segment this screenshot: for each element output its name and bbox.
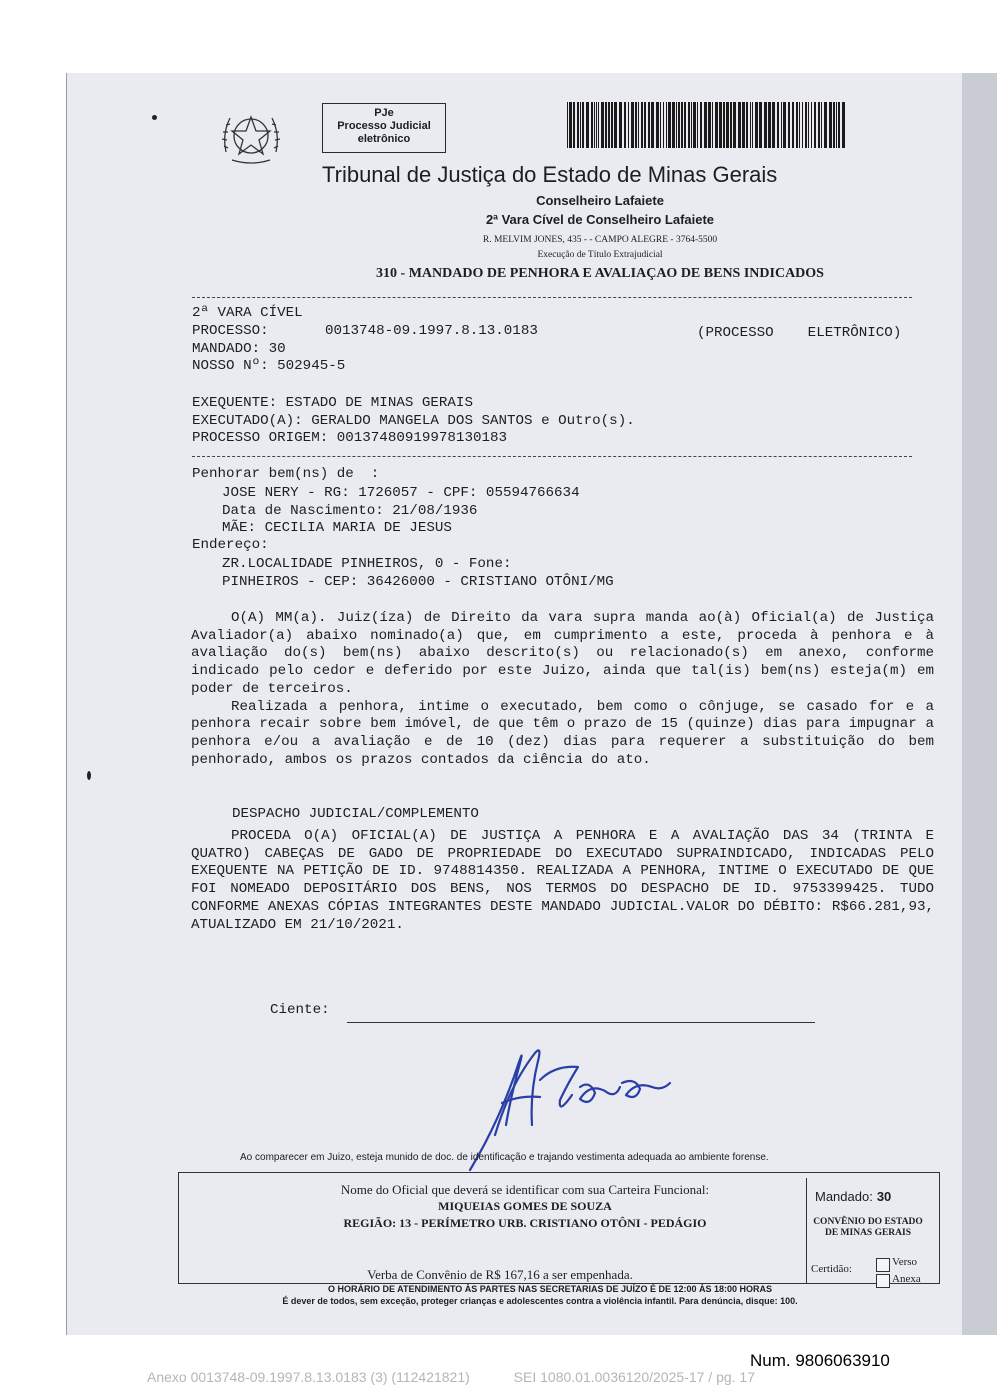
service-hours: O HORÁRIO DE ATENDIMENTO ÀS PARTES NAS SECRETARIAS DE JUÍZO É DE 12:00 ÀS 18:00 HORAS bbox=[327, 1284, 773, 1294]
info-executado: EXECUTADO(A): GERALDO MANGELA DOS SANTOS e Outro(s). bbox=[192, 413, 635, 429]
court-address: R. MELVIM JONES, 435 - - CAMPO ALEGRE - 3764-5500 bbox=[482, 235, 718, 245]
pje-subtitle-2: eletrônico bbox=[357, 133, 411, 145]
footer-sei: SEI 1080.01.0036120/2025-17 / pg. 17 bbox=[513, 1369, 755, 1385]
barcode bbox=[567, 102, 845, 148]
info-processo-number: 0013748-09.1997.8.13.0183 bbox=[325, 323, 538, 339]
mandate-body bbox=[191, 610, 934, 769]
info-processo-type: (PROCESSO ELETRÔNICO) bbox=[697, 325, 902, 341]
officer-name: MIQUEIAS GOMES DE SOUZA bbox=[438, 1199, 612, 1213]
despacho-title: DESPACHO JUDICIAL/COMPLEMENTO bbox=[232, 806, 479, 822]
footer-anexo: Anexo 0013748-09.1997.8.13.0183 (3) (112421821) bbox=[147, 1369, 470, 1385]
info-processo-label: PROCESSO: bbox=[192, 323, 269, 339]
scan-speck bbox=[152, 115, 157, 120]
info-nosso-numero: NOSSO Nº: 502945-5 bbox=[192, 358, 346, 374]
pje-stamp bbox=[322, 103, 446, 153]
scan-speck bbox=[87, 771, 91, 780]
dashed-divider bbox=[192, 297, 912, 298]
mandate-paragraph-2: Realizada a penhora, intime o executado, bem como o cônjuge, se casado for e a penhora recair sobre bem imóvel, de que têm o prazo de 15 (quinze) dias para impugnar a penhora e/ou a avaliação e de 10 (dez) dias para requerer a substituição do bem penhorado, ambos os prazos contados da ciência do ato. bbox=[191, 698, 934, 768]
penhora-endereco-2: PINHEIROS - CEP: 36426000 - CRISTIANO OTÔNI/MG bbox=[222, 574, 614, 590]
penhora-endereco-1: ZR.LOCALIDADE PINHEIROS, 0 - Fone: bbox=[222, 556, 512, 572]
penhora-mae: MÃE: CECILIA MARIA DE JESUS bbox=[222, 520, 452, 536]
convenio-line-2: DE MINAS GERAIS bbox=[824, 1228, 912, 1238]
penhora-endereco-label: Endereço: bbox=[192, 537, 269, 553]
child-protection-notice: É dever de todos, sem exceção, proteger crianças e adolescentes contra a violência infantil. Para denúncia, disque: 100. bbox=[282, 1296, 798, 1306]
dashed-divider bbox=[192, 456, 912, 457]
box-mandado-number: 30 bbox=[876, 1189, 892, 1204]
box-mandado-label: Mandado: bbox=[815, 1189, 873, 1204]
verso-label: Verso bbox=[892, 1256, 918, 1268]
certidao-label: Certidão: bbox=[811, 1263, 852, 1275]
despacho-block bbox=[191, 828, 934, 934]
officer-name-label: Nome do Oficial que deverá se identificar com sua Carteira Funcional: bbox=[340, 1182, 710, 1197]
info-mandado: MANDADO: 30 bbox=[192, 341, 286, 357]
info-exequente: EXEQUENTE: ESTADO DE MINAS GERAIS bbox=[192, 395, 473, 411]
case-class: Execução de Título Extrajudicial bbox=[537, 250, 663, 260]
coat-of-arms-icon bbox=[218, 104, 284, 168]
info-processo-origem: PROCESSO ORIGEM: 00137480919978130183 bbox=[192, 430, 508, 446]
mandate-paragraph-1: O(A) MM(a). Juiz(íza) de Direito da vara supra manda ao(à) Oficial(a) de Justiça Avaliador(a) abaixo nominado(a) que, em cumprimento a este, proceda à penhora e à avaliação do(s) bem(ns) abaixo descrito(s) ou relacionado(s) em anexo, conforme indicado pelo cedor e deferido por este Juizo, ainda que tal(is) bem(ns) esteja(m) em poder de terceiros. bbox=[191, 610, 934, 697]
ciente-label: Ciente: bbox=[270, 1002, 330, 1018]
anexa-label: Anexa bbox=[892, 1273, 921, 1285]
convenio-line-1: CONVÊNIO DO ESTADO bbox=[813, 1217, 923, 1227]
pje-title: PJe bbox=[374, 107, 394, 119]
page-footer bbox=[147, 1369, 755, 1385]
box-mandado bbox=[815, 1189, 891, 1204]
info-vara: 2ª VARA CÍVEL bbox=[192, 305, 303, 321]
document-number: Num. 9806063910 bbox=[750, 1351, 890, 1370]
penhora-label: Penhorar bem(ns) de : bbox=[192, 466, 380, 482]
verso-checkbox bbox=[876, 1258, 890, 1272]
penhora-nome: JOSE NERY - RG: 1726057 - CPF: 05594766634 bbox=[222, 485, 580, 501]
comarca: Conselheiro Lafaiete bbox=[536, 193, 664, 208]
penhora-nascimento: Data de Nascimento: 21/08/1936 bbox=[222, 503, 478, 519]
despacho-text: PROCEDA O(A) OFICIAL(A) DE JUSTIÇA A PENHORA E A AVALIAÇÃO DAS 34 (TRINTA E QUATRO) CABEÇAS DE GADO DE PROPRIEDADE DO EXECUTADO SUPRAINDICADO, INDICADAS PELO EXEQUENTE NA PETIÇÃO DE ID. 9748814350. REALIZADA A PENHORA, INTIME O EXECUTADO DE QUE FOI NOMEADO DEPOSITÁRIO DOS BENS, NOS TERMOS DO DESPACHO DE ID. 9753399425. TUDO CONFORME ANEXAS CÓPIAS INTEGRANTES DESTE MANDADO JUDICIAL.VALOR DO DÉBITO: R$66.281,93, ATUALIZADO EM 21/10/2021. bbox=[191, 828, 934, 933]
scan-edge bbox=[962, 73, 997, 1335]
court-notice: Ao comparecer em Juizo, esteja munido de doc. de identificação e trajando vestimenta adequada ao ambiente forense. bbox=[240, 1152, 769, 1163]
ciente-signature-line bbox=[347, 1022, 815, 1023]
document-title: 310 - MANDADO DE PENHORA E AVALIAÇAO DE BENS INDICADOS bbox=[376, 266, 824, 281]
anexa-checkbox bbox=[876, 1274, 890, 1288]
tribunal-title: Tribunal de Justiça do Estado de Minas Gerais bbox=[322, 162, 778, 187]
convenio-label bbox=[806, 1217, 930, 1239]
officer-region: REGIÃO: 13 - PERÍMETRO URB. CRISTIANO OTÔNI - PEDÁGIO bbox=[343, 1216, 707, 1230]
vara-name: 2ª Vara Cível de Conselheiro Lafaiete bbox=[485, 212, 715, 227]
pje-subtitle: Processo Judicial bbox=[337, 120, 431, 132]
convenio-fee: Verba de Convênio de R$ 167,16 a ser empenhada. bbox=[367, 1267, 633, 1282]
